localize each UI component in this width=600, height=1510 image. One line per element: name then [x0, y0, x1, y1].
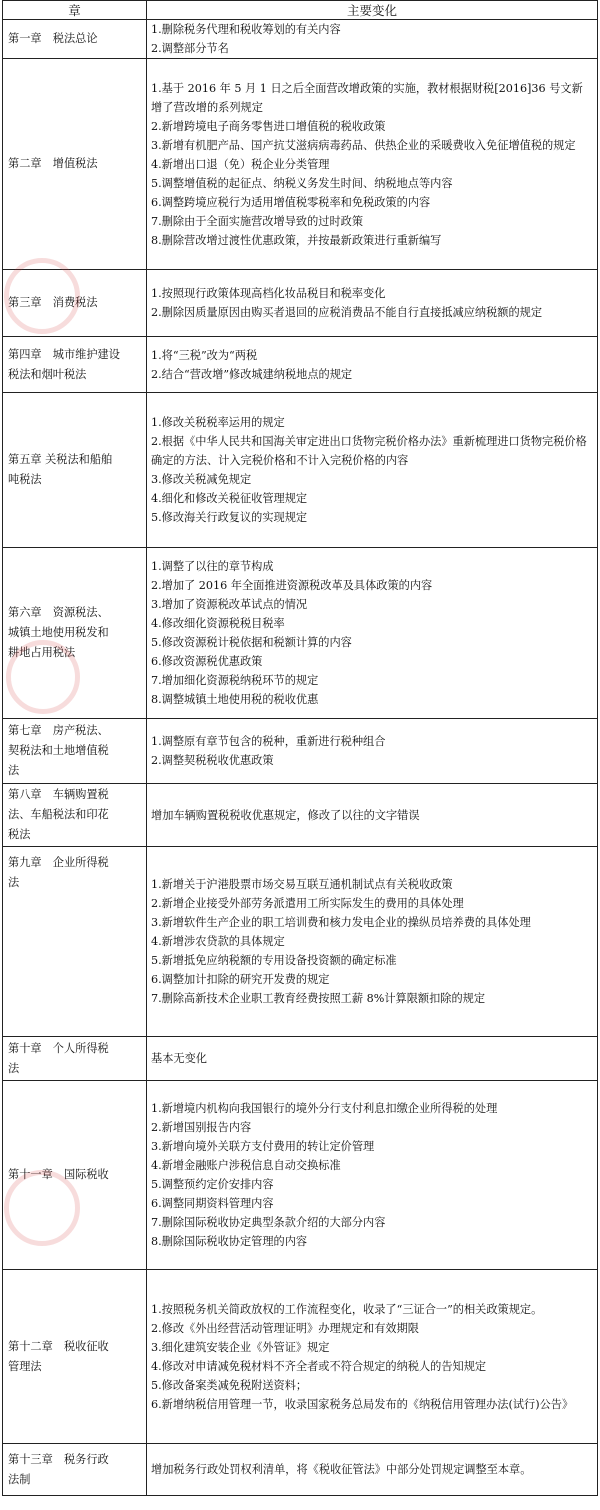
change-item: 1.按照现行政策体现高档化妆品税目和税率变化	[151, 287, 386, 300]
chapter-cell	[3, 1081, 147, 1270]
chapter-line: 第十章 个人所得税	[8, 1041, 109, 1055]
change-item: 2.调整契税税收优惠政策	[151, 754, 274, 767]
change-item: 4.修改细化资源税税目税率	[151, 617, 285, 630]
table-row	[3, 337, 598, 393]
change-item: 6.新增纳税信用管理一节，收录国家税务总局发布的《纳税信用管理办法(试行)公告》	[151, 1397, 574, 1411]
change-item: 8.删除营改增过渡性优惠政策，并按最新政策进行重新编写	[151, 233, 442, 247]
change-item: 4.新增出口退（免）税企业分类管理	[151, 157, 330, 171]
chapter-line: 耕地占用税法	[8, 646, 76, 659]
change-item: 4.细化和修改关税征收管理规定	[151, 492, 308, 505]
table-row	[3, 548, 598, 719]
change-item: 8.删除国际税收协定管理的内容	[151, 1235, 308, 1248]
chapter-cell	[3, 59, 147, 270]
change-item: 1.基于 2016 年 5 月 1 日之后全面营改增政策的实施，教材根据财税[2016]36 号文新增了营改增的系列规定	[151, 81, 583, 114]
chapter-line: 第十三章 税务行政	[8, 1452, 109, 1466]
change-item: 2.结合“营改增”修改城建纳税地点的规定	[151, 367, 353, 381]
change-item: 1.新增关于沪港股票市场交易互联互通机制试点有关税收政策	[151, 878, 453, 891]
chapter-cell	[3, 337, 147, 393]
change-item: 3.增加了资源税改革试点的情况	[151, 598, 308, 611]
change-item: 6.修改资源税优惠政策	[151, 655, 263, 668]
change-item: 5.修改备案类减免税附送资料；	[151, 1378, 308, 1392]
change-item: 2.新增企业接受外部劳务派遣用工所实际发生的费用的具体处理	[151, 897, 464, 910]
change-item: 2.删除因质量原因由购买者退回的应税消费品不能自行直接抵减应纳税额的规定	[151, 306, 543, 319]
change-item: 增加税务行政处罚权利清单，将《税收征管法》中部分处罚规定调整至本章。	[151, 1463, 532, 1476]
table-row	[3, 393, 598, 548]
change-item: 7.删除由于全面实施营改增导致的过时政策	[151, 214, 364, 228]
chapter-line: 吨税法	[8, 473, 42, 486]
chapter-line: 管理法	[8, 1359, 42, 1373]
change-item: 2.调整部分节名	[151, 42, 229, 55]
chapter-line: 第十一章 国际税收	[8, 1168, 109, 1181]
chapter-cell	[3, 548, 147, 719]
chapter-cell	[3, 719, 147, 784]
changes-cell	[147, 337, 598, 393]
change-item: 7.增加细化资源税纳税环节的规定	[151, 674, 319, 687]
chapter-line: 第九章 企业所得税	[8, 856, 109, 869]
changes-cell	[147, 1081, 598, 1270]
change-item: 3.细化建筑安装企业《外管证》规定	[151, 1340, 330, 1354]
chapter-line: 税法	[8, 828, 31, 841]
chapter-line: 第十二章 税收征收	[8, 1339, 109, 1353]
chapter-cell	[3, 1270, 147, 1444]
chapter-line: 法	[8, 1061, 20, 1075]
change-item: 4.新增涉农贷款的具体规定	[151, 935, 285, 948]
chapter-cell	[3, 1444, 147, 1496]
changes-cell	[147, 393, 598, 548]
change-item: 6.调整同期资料管理内容	[151, 1197, 274, 1210]
changes-cell	[147, 1444, 598, 1496]
chapter-cell	[3, 1037, 147, 1081]
change-item: 2.修改《外出经营活动管理证明》办理规定和有效期限	[151, 1321, 419, 1335]
change-item: 7.删除国际税收协定典型条款介绍的大部分内容	[151, 1216, 386, 1229]
change-item: 基本无变化	[151, 1052, 207, 1065]
chapter-line: 契税法和土地增值税	[8, 744, 109, 757]
chapter-cell	[3, 393, 147, 548]
changes-cell	[147, 719, 598, 784]
chapter-line: 第五章 关税法和船舶	[8, 453, 113, 466]
chapter-cell	[3, 270, 147, 337]
change-item: 4.修改对申请减免税材料不齐全者或不符合规定的纳税人的告知规定	[151, 1359, 487, 1373]
changes-cell	[147, 784, 598, 847]
change-item: 1.调整了以往的章节构成	[151, 560, 274, 573]
table-row	[3, 847, 598, 1037]
chapter-line: 第七章 房产税法、	[8, 724, 109, 737]
changes-cell	[147, 59, 598, 270]
chapter-line: 法	[8, 876, 20, 889]
chapter-line: 法、车船税法和印花	[8, 808, 109, 821]
table-row	[3, 1081, 598, 1270]
changes-table	[2, 0, 598, 1496]
change-item: 1.新增境内机构向我国银行的境外分行支付利息扣缴企业所得税的处理	[151, 1102, 498, 1115]
change-item: 6.调整跨境应税行为适用增值税零税率和免税政策的内容	[151, 195, 431, 209]
change-item: 4.新增金融账户涉税信息自动交换标准	[151, 1159, 341, 1172]
change-item: 3.新增软件生产企业的职工培训费和核力发电企业的操纵员培养费的具体处理	[151, 916, 531, 929]
change-item: 5.新增抵免应纳税额的专用设备投资额的确定标准	[151, 954, 397, 967]
change-item: 5.修改海关行政复议的实现规定	[151, 511, 308, 524]
change-item: 3.修改关税减免规定	[151, 473, 252, 486]
changes-cell	[147, 1037, 598, 1081]
change-item: 5.调整预约定价安排内容	[151, 1178, 274, 1191]
change-item: 1.修改关税税率运用的规定	[151, 416, 285, 429]
table-row	[3, 270, 598, 337]
changes-cell	[147, 847, 598, 1037]
table-body	[3, 20, 598, 1496]
chapter-line: 第二章 增值税法	[8, 157, 98, 170]
chapter-line: 第一章 税法总论	[8, 32, 98, 45]
chapter-cell	[3, 20, 147, 59]
table-row	[3, 784, 598, 847]
table-row	[3, 20, 598, 59]
change-item: 1.调整原有章节包含的税种，重新进行税种组合	[151, 735, 386, 748]
chapter-line: 第三章 消费税法	[8, 296, 98, 309]
chapter-line: 法	[8, 764, 20, 777]
table-row	[3, 59, 598, 270]
table-row	[3, 1270, 598, 1444]
change-item: 5.修改资源税计税依据和税额计算的内容	[151, 636, 352, 649]
chapter-line: 第八章 车辆购置税	[8, 788, 109, 801]
header-chapter: 章	[3, 1, 147, 20]
chapter-cell	[3, 784, 147, 847]
change-item: 1.将“三税”改为“两税	[151, 348, 258, 362]
change-item: 2.增加了 2016 年全面推进资源税改革及具体政策的内容	[151, 579, 433, 592]
table-row	[3, 1444, 598, 1496]
table-header-row	[3, 1, 598, 20]
change-item: 3.新增有机肥产品、国产抗艾滋病病毒药品、供热企业的采暖费收入免征增值税的规定	[151, 138, 576, 152]
chapter-line: 法制	[8, 1472, 31, 1486]
change-item: 1.按照税务机关简政放权的工作流程变化，收录了“三证合一”的相关政策规定。	[151, 1302, 543, 1316]
table-row	[3, 1037, 598, 1081]
change-item: 5.调整增值税的起征点、纳税义务发生时间、纳税地点等内容	[151, 176, 453, 190]
changes-cell	[147, 1270, 598, 1444]
change-item: 2.新增国别报告内容	[151, 1121, 252, 1134]
change-item: 8.调整城镇土地使用税的税收优惠	[151, 693, 319, 706]
change-item: 7.删除高新技术企业职工教育经费按照工薪 8%计算限额扣除的规定	[151, 992, 486, 1005]
change-item: 1.删除税务代理和税收筹划的有关内容	[151, 23, 341, 36]
table-row	[3, 719, 598, 784]
chapter-line: 第六章 资源税法、	[8, 606, 109, 619]
changes-cell	[147, 20, 598, 59]
change-item: 3.新增向境外关联方支付费用的转让定价管理	[151, 1140, 375, 1153]
chapter-line: 城镇土地使用税发和	[8, 626, 109, 639]
change-item: 6.调整加计扣除的研究开发费的规定	[151, 973, 330, 986]
chapter-cell	[3, 847, 147, 1037]
chapter-line: 税法和烟叶税法	[8, 367, 87, 381]
change-item: 2.新增跨境电子商务零售进口增值税的税收政策	[151, 119, 386, 133]
header-changes: 主要变化	[147, 1, 598, 20]
chapter-line: 第四章 城市维护建设	[8, 347, 120, 361]
change-item: 增加车辆购置税税收优惠规定，修改了以往的文字错误	[151, 808, 420, 822]
changes-cell	[147, 548, 598, 719]
change-item: 2.根据《中华人民共和国海关审定进出口货物完税价格办法》重新梳理进口货物完税价格确定的方法、计入完税价格和不计入完税价格的内容	[151, 435, 587, 467]
changes-cell	[147, 270, 598, 337]
